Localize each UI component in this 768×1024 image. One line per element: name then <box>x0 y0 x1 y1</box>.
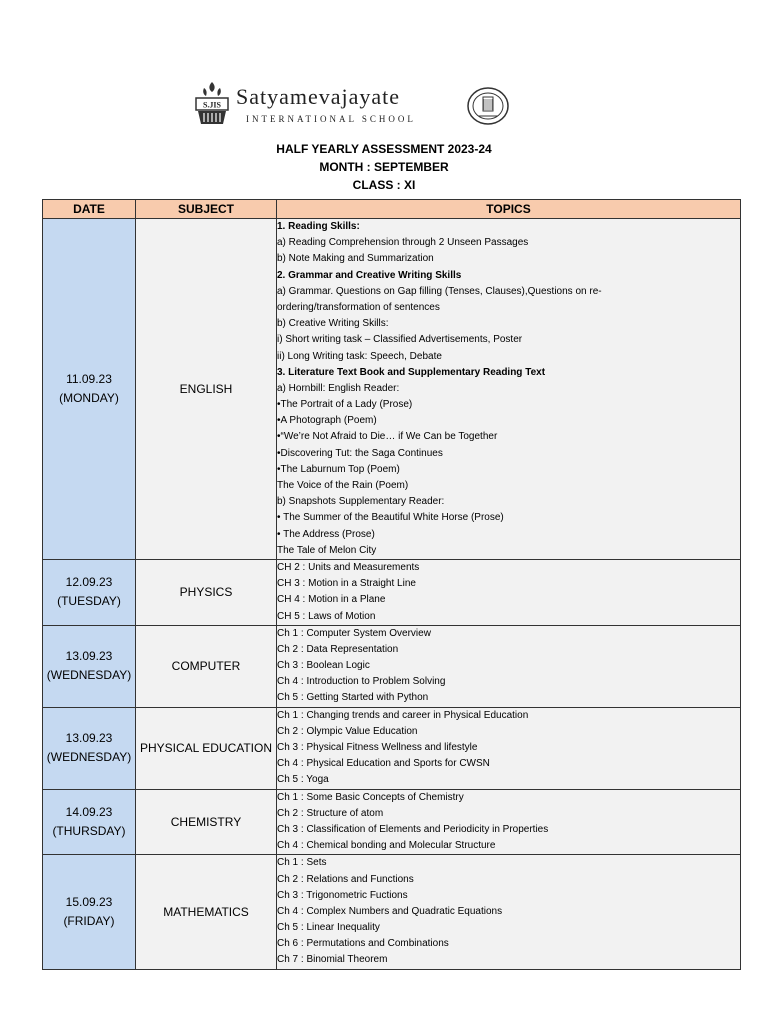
subject-cell: PHYSICS <box>136 559 277 625</box>
table-row <box>43 707 741 789</box>
topic-line: • The Summer of the Beautiful White Horse (Prose) <box>277 512 504 524</box>
logo-lettering: S.JIS <box>202 100 222 110</box>
school-subtitle: INTERNATIONAL SCHOOL <box>246 114 416 124</box>
exam-date: 13.09.23 <box>65 731 113 746</box>
topic-line: Ch 2 : Structure of atom <box>277 807 384 819</box>
topic-line: Ch 3 : Boolean Logic <box>277 660 370 672</box>
exam-date: 15.09.23 <box>65 894 113 909</box>
table-row <box>43 855 741 969</box>
topic-line: CH 5 : Laws of Motion <box>277 610 376 622</box>
topic-line: Ch 5 : Getting Started with Python <box>277 692 429 704</box>
subject-cell: ENGLISH <box>136 219 277 560</box>
schedule-table <box>42 199 741 970</box>
exam-day: (THURSDAY) <box>52 823 126 838</box>
topic-line: CH 4 : Motion in a Plane <box>277 594 386 606</box>
date-cell <box>43 855 136 969</box>
topics-cell <box>277 625 741 707</box>
date-cell <box>43 707 136 789</box>
table-row <box>43 625 741 707</box>
subject-cell: PHYSICAL EDUCATION <box>136 707 277 789</box>
topic-line: Ch 4 : Complex Numbers and Quadratic Equations <box>277 905 503 917</box>
topic-line: b) Note Making and Summarization <box>277 253 434 265</box>
topic-line: Ch 1 : Computer System Overview <box>277 627 431 639</box>
exam-date: 12.09.23 <box>65 575 113 590</box>
topic-line: Ch 3 : Classification of Elements and Periodicity in Properties <box>277 823 549 835</box>
subject-cell: CHEMISTRY <box>136 789 277 855</box>
exam-day: (MONDAY) <box>59 390 119 405</box>
topic-line: Ch 1 : Changing trends and career in Physical Education <box>277 709 529 721</box>
exam-day: (FRIDAY) <box>63 913 115 928</box>
topic-line: Ch 3 : Trigonometric Fuctions <box>277 889 408 901</box>
topic-line: Ch 5 : Linear Inequality <box>277 922 380 934</box>
exam-date: 11.09.23 <box>66 371 112 386</box>
topic-line: •Discovering Tut: the Saga Continues <box>277 447 443 459</box>
topic-line: b) Snapshots Supplementary Reader: <box>277 496 445 508</box>
column-header-topics: TOPICS <box>277 200 741 219</box>
column-header-date: DATE <box>43 200 136 219</box>
topic-line: a) Reading Comprehension through 2 Unseen Passages <box>277 237 529 249</box>
exam-day: (WEDNESDAY) <box>46 750 132 765</box>
topic-line: Ch 4 : Introduction to Problem Solving <box>277 676 446 688</box>
topics-cell <box>277 855 741 969</box>
topic-line: Ch 5 : Yoga <box>277 774 329 786</box>
topic-line: i) Short writing task – Classified Advertisements, Poster <box>277 334 523 346</box>
subject-cell: COMPUTER <box>136 625 277 707</box>
topic-line: •The Laburnum Top (Poem) <box>277 463 400 475</box>
topic-line: Ch 7 : Binomial Theorem <box>277 954 388 966</box>
date-cell <box>43 219 136 560</box>
exam-date: 13.09.23 <box>65 649 113 664</box>
class-heading: CLASS : XI <box>352 178 416 192</box>
subject-cell: MATHEMATICS <box>136 855 277 969</box>
topic-line: Ch 4 : Chemical bonding and Molecular Structure <box>277 840 496 852</box>
table-row <box>43 219 741 560</box>
table-row <box>43 559 741 625</box>
topic-line: Ch 4 : Physical Education and Sports for CWSN <box>277 758 490 770</box>
topic-line: a) Hornbill: English Reader: <box>277 382 400 394</box>
topic-line: The Tale of Melon City <box>277 544 377 556</box>
date-cell <box>43 789 136 855</box>
topic-line: •A Photograph (Poem) <box>277 415 377 427</box>
topic-line: ii) Long Writing task: Speech, Debate <box>277 350 442 362</box>
date-cell <box>43 625 136 707</box>
topic-line: The Voice of the Rain (Poem) <box>277 480 409 491</box>
topic-heading: 3. Literature Text Book and Supplementary Reading Text <box>277 366 546 378</box>
topic-line: Ch 3 : Physical Fitness Wellness and lifestyle <box>277 742 478 753</box>
exam-day: (WEDNESDAY) <box>46 668 132 683</box>
topics-cell <box>277 707 741 789</box>
table-header-row <box>43 200 741 219</box>
topic-line: Ch 2 : Data Representation <box>277 643 399 655</box>
topic-line: CH 3 : Motion in a Straight Line <box>277 578 416 590</box>
column-header-subject: SUBJECT <box>136 200 277 219</box>
topics-cell <box>277 219 741 560</box>
topics-cell <box>277 559 741 625</box>
school-name: Satyamevajayate <box>236 84 401 109</box>
topic-line: CH 2 : Units and Measurements <box>277 561 420 573</box>
topics-cell <box>277 789 741 855</box>
document-titles <box>0 140 768 194</box>
exam-day: (TUESDAY) <box>57 594 121 609</box>
topic-heading: 1. Reading Skills: <box>277 221 360 232</box>
topic-line: Ch 1 : Sets <box>277 857 327 869</box>
board-seal-logo <box>466 86 510 126</box>
school-header <box>0 78 768 130</box>
topic-line: Ch 6 : Permutations and Combinations <box>277 938 449 950</box>
topic-line: a) Grammar. Questions on Gap filling (Tenses, Clauses),Questions on re- <box>277 285 602 297</box>
topic-line: Ch 1 : Some Basic Concepts of Chemistry <box>277 791 464 803</box>
topic-line: •“We’re Not Afraid to Die… if We Can be Together <box>277 431 498 443</box>
topic-line: Ch 2 : Olympic Value Education <box>277 725 418 737</box>
exam-date: 14.09.23 <box>65 804 113 819</box>
topic-heading: 2. Grammar and Creative Writing Skills <box>277 269 462 281</box>
month-heading: MONTH : SEPTEMBER <box>319 160 449 174</box>
topic-line: ordering/transformation of sentences <box>277 301 440 313</box>
school-crest-logo <box>192 80 232 126</box>
date-cell <box>43 559 136 625</box>
topic-line: • The Address (Prose) <box>277 528 375 540</box>
assessment-title: HALF YEARLY ASSESSMENT 2023-24 <box>276 142 492 156</box>
table-row <box>43 789 741 855</box>
topic-line: Ch 2 : Relations and Functions <box>277 873 414 885</box>
topic-line: •The Portrait of a Lady (Prose) <box>277 399 413 411</box>
topic-line: b) Creative Writing Skills: <box>277 318 389 330</box>
